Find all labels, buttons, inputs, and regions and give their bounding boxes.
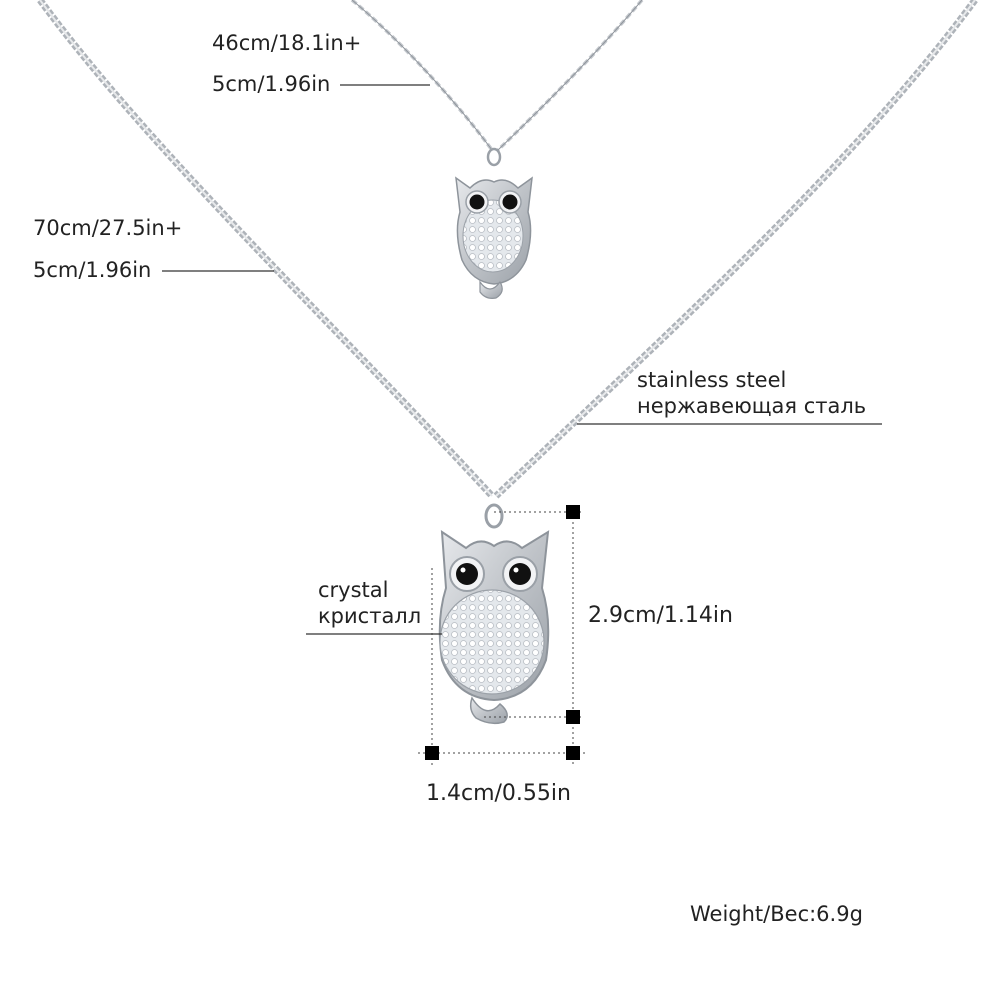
long-chain-length-label: 70cm/27.5in+ (33, 216, 183, 240)
material-label-ru: нержавеющая сталь (637, 394, 867, 418)
short-chain-length-label: 46cm/18.1in+ (212, 31, 362, 55)
pendant-width-label: 1.4cm/0.55in (426, 781, 571, 806)
small-owl-pendant (456, 149, 532, 298)
width-left-marker (425, 746, 439, 760)
crystal-label-ru: кристалл (318, 604, 422, 628)
pendant-height-label: 2.9cm/1.14in (588, 603, 733, 628)
short-chain (352, 0, 642, 150)
crystal-label-en: crystal (318, 578, 389, 602)
short-chain-extension-label: 5cm/1.96in (212, 72, 331, 96)
material-label-en: stainless steel (637, 368, 787, 392)
long-chain-extension-label: 5cm/1.96in (33, 258, 152, 282)
width-right-marker (566, 746, 580, 760)
weight-label: Weight/Вес:6.9g (690, 902, 863, 926)
height-bottom-marker (566, 710, 580, 724)
height-top-marker (566, 505, 580, 519)
large-owl-pendant (440, 505, 549, 723)
